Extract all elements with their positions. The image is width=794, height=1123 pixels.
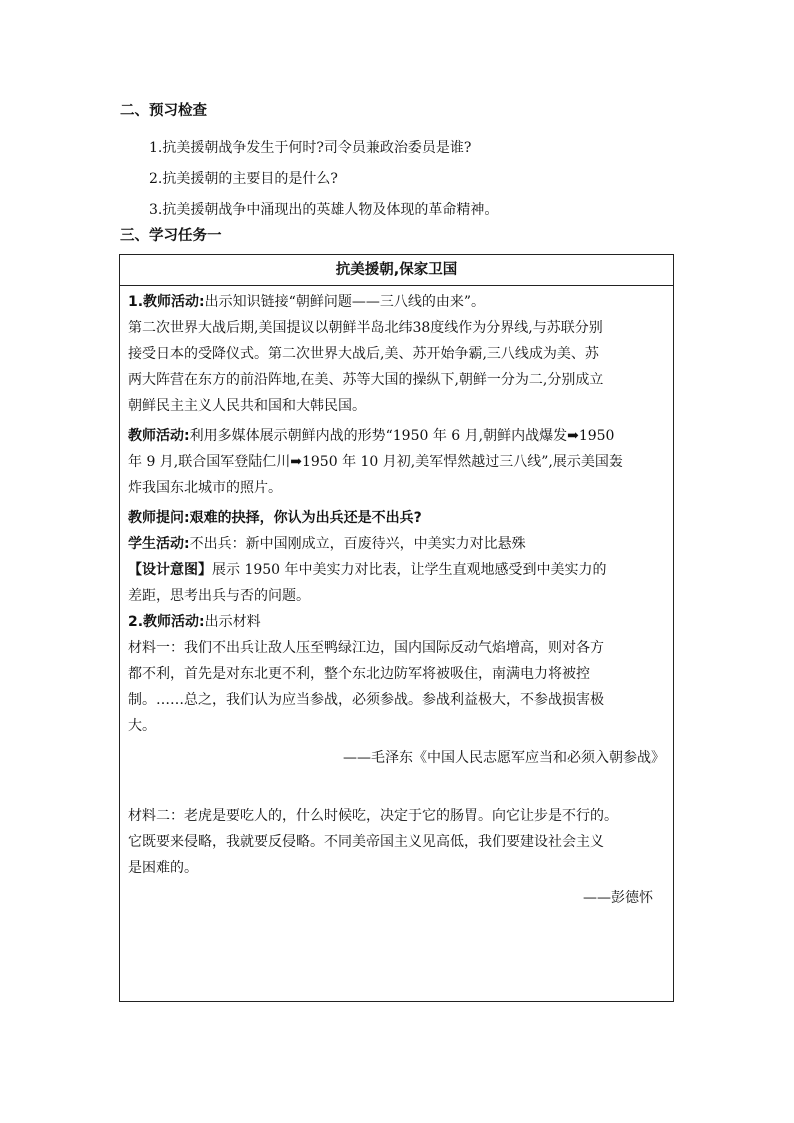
activity2 <box>128 423 665 449</box>
design-intent <box>128 557 665 583</box>
activity2-text: 利用多媒体展示朝鲜内战的形势“1950 年 6 月,朝鲜内战爆发➡1950 <box>189 428 615 444</box>
student-activity <box>128 531 665 557</box>
design-intent-line: 差距，思考出兵与否的问题。 <box>128 588 310 604</box>
activity3-text: 出示材料 <box>204 614 261 630</box>
student-activity-text: 不出兵：新中国刚成立，百废待兴，中美实力对比悬殊 <box>189 536 526 552</box>
activity1-label: 1.教师活动: <box>128 294 205 310</box>
material2-line: 材料二：老虎是要吃人的，什么时候吃，决定于它的肠胃。向它让步是不行的。 <box>128 808 618 824</box>
activity2-line: 年 9 月,联合国军登陆仁川➡1950 年 10 月初,美军悍然越过三八线”,展示美国轰 <box>128 454 623 470</box>
task-table-title: 抗美援朝,保家卫国 <box>120 255 673 286</box>
preview-question: 2.抗美援朝的主要目的是什么? <box>149 171 338 187</box>
knowledge-link-line: 两大阵营在东方的前沿阵地,在美、苏等大国的操纵下,朝鲜一分为二,分别成立 <box>128 372 604 388</box>
section-heading-preview: 二、预习检查 <box>120 103 207 119</box>
activity3-label: 2.教师活动: <box>128 614 205 630</box>
activity1 <box>128 289 665 315</box>
activity1-text: 出示知识链接“朝鲜问题——三八线的由来”。 <box>204 294 485 310</box>
task-table <box>119 254 674 1002</box>
section-heading-task: 三、学习任务一 <box>120 228 222 244</box>
material1-line: 都不利，首先是对东北更不利，整个东北边防军将被吸住，南满电力将被控 <box>128 666 590 682</box>
teacher-question <box>128 505 665 531</box>
activity2-label: 教师活动: <box>128 428 190 444</box>
preview-question-list <box>149 133 498 226</box>
design-intent-label: 【设计意图】 <box>128 562 212 578</box>
knowledge-link-line: 朝鲜民主主义人民共和国和大韩民国。 <box>128 398 366 414</box>
design-intent-text: 展示 1950 年中美实力对比表，让学生直观地感受到中美实力的 <box>212 562 607 578</box>
activity2-line: 炸我国东北城市的照片。 <box>128 480 282 496</box>
activity3 <box>128 609 665 635</box>
material1-line: 材料一：我们不出兵让敌人压至鸭绿江边，国内国际反动气焰增高，则对各方 <box>128 640 604 656</box>
knowledge-link-line: 接受日本的受降仪式。第二次世界大战后,美、苏开始争霸,三八线成为美、苏 <box>128 346 599 362</box>
preview-question: 3.抗美援朝战争中涌现出的英雄人物及体现的革命精神。 <box>149 202 499 218</box>
material2-line: 它既要来侵略，我就要反侵略。不同美帝国主义见高低，我们要建设社会主义 <box>128 834 604 850</box>
material1-line: 制。……总之，我们认为应当参战，必须参战。参战利益极大，不参战损害极 <box>128 692 604 708</box>
material1-source: ——毛泽东《中国人民志愿军应当和必须入朝参战》 <box>343 750 665 766</box>
teacher-question-label: 教师提问: <box>128 510 190 526</box>
teacher-question-text: 艰难的抉择，你认为出兵还是不出兵? <box>189 510 422 526</box>
material2-source: ——彭德怀 <box>583 890 653 906</box>
spacer <box>128 771 665 797</box>
material1-line: 大。 <box>128 718 156 734</box>
material2-line: 是困难的。 <box>128 860 198 876</box>
preview-question: 1.抗美援朝战争发生于何时?司令员兼政治委员是谁? <box>149 140 472 156</box>
task-table-content <box>120 286 673 911</box>
student-activity-label: 学生活动: <box>128 536 190 552</box>
knowledge-link-line: 第二次世界大战后期,美国提议以朝鲜半岛北纬38度线作为分界线,与苏联分别 <box>128 320 603 336</box>
